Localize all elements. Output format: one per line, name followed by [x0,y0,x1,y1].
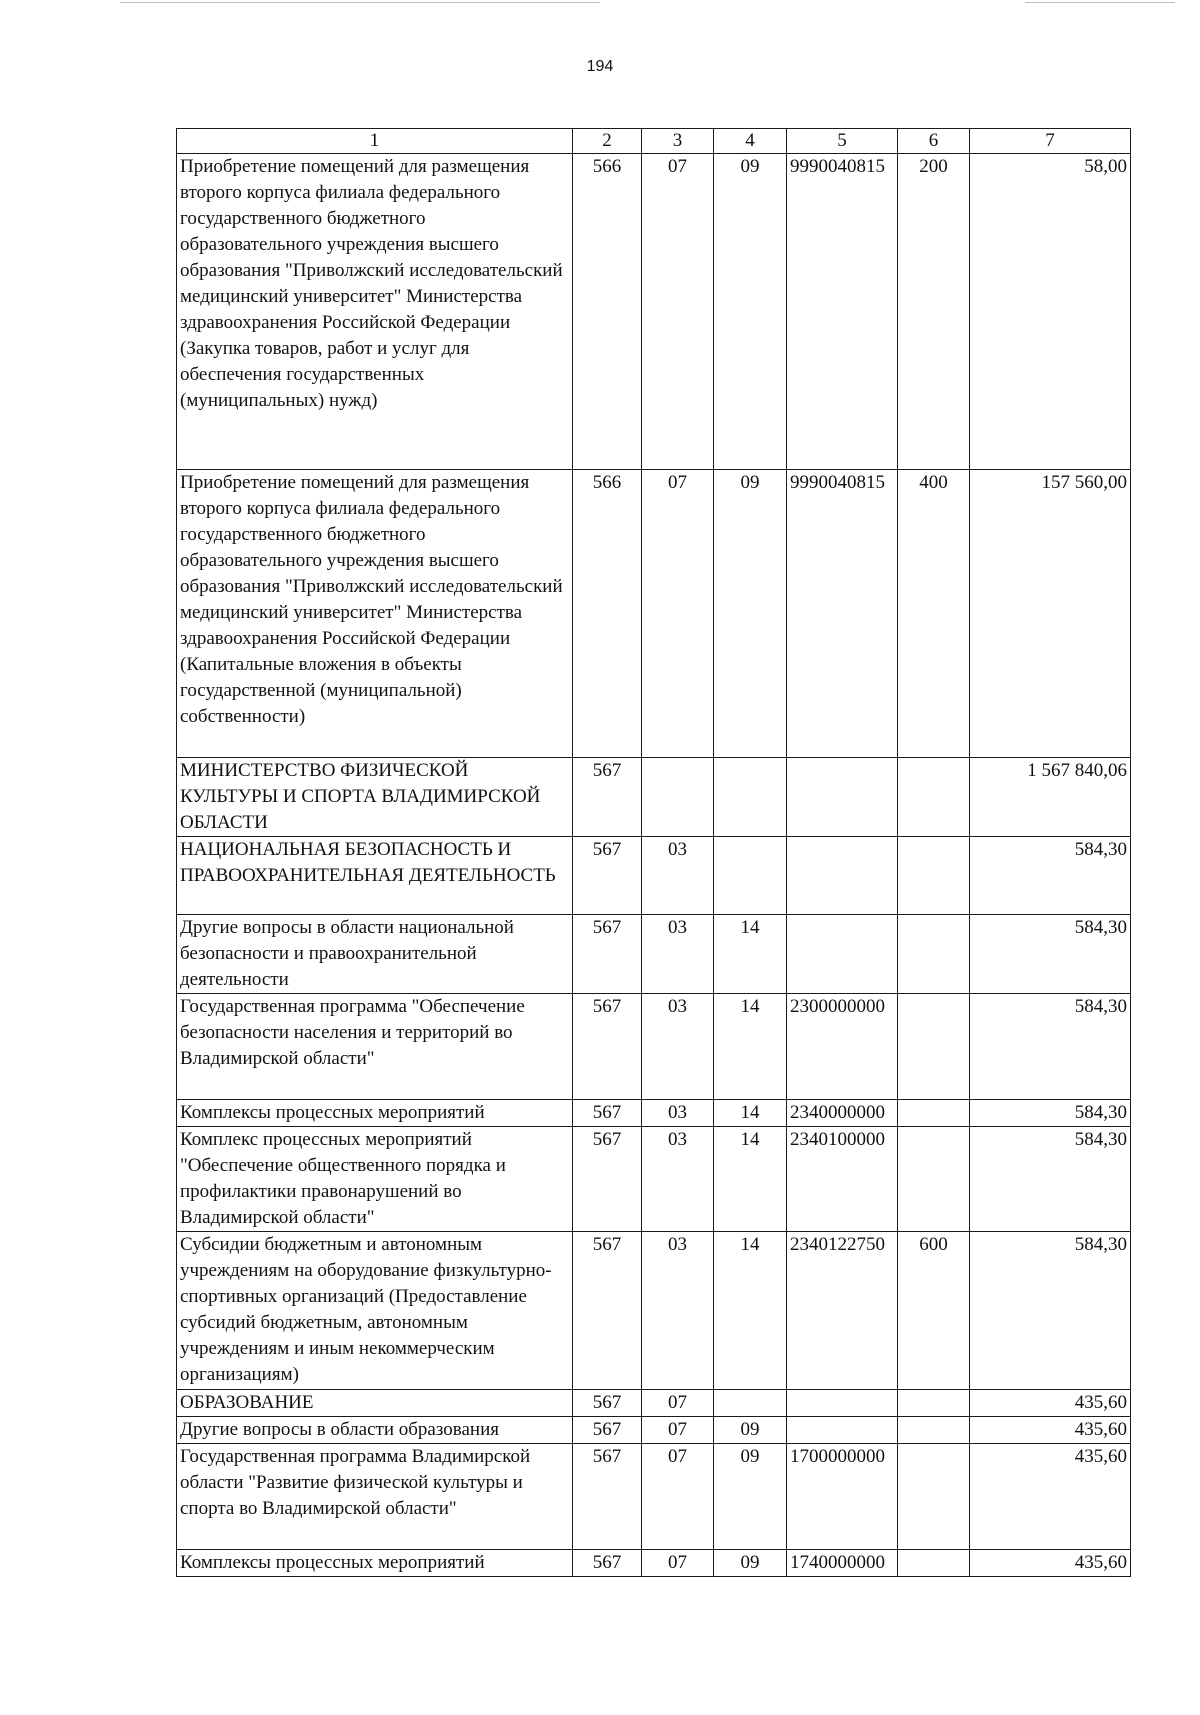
row-target: 1740000000 [787,1550,898,1577]
row-name: МИНИСТЕРСТВО ФИЗИЧЕСКОЙ КУЛЬТУРЫ И СПОРТА ВЛАДИМИРСКОЙ ОБЛАСТИ [177,758,573,837]
row-code: 566 [573,154,642,470]
row-amount: 435,60 [970,1390,1131,1417]
table-row [177,1390,1131,1417]
row-type [898,994,970,1100]
row-code: 567 [573,1232,642,1390]
row-code: 567 [573,1100,642,1127]
row-section: 07 [642,154,714,470]
row-code: 567 [573,1550,642,1577]
header-cell: 5 [787,129,898,154]
row-subsection: 14 [714,915,787,994]
row-type: 600 [898,1232,970,1390]
row-type [898,758,970,837]
row-subsection: 09 [714,1550,787,1577]
row-code: 567 [573,1444,642,1550]
row-name: Комплексы процессных мероприятий [177,1550,573,1577]
budget-table [176,128,1131,1577]
row-amount: 1 567 840,06 [970,758,1131,837]
row-target: 9990040815 [787,154,898,470]
header-row [177,129,1131,154]
row-type [898,1550,970,1577]
table-row [177,470,1131,758]
row-section: 03 [642,1127,714,1232]
row-amount: 584,30 [970,1127,1131,1232]
row-amount: 584,30 [970,1100,1131,1127]
row-name: ОБРАЗОВАНИЕ [177,1390,573,1417]
row-section: 07 [642,1417,714,1444]
header-cell: 6 [898,129,970,154]
row-amount: 58,00 [970,154,1131,470]
row-target: 2300000000 [787,994,898,1100]
row-target: 2340000000 [787,1100,898,1127]
row-code: 567 [573,1417,642,1444]
row-section: 03 [642,915,714,994]
row-type [898,837,970,915]
row-target [787,837,898,915]
row-section: 03 [642,994,714,1100]
row-subsection: 14 [714,1127,787,1232]
table-row [177,994,1131,1100]
row-name: Приобретение помещений для размещения второго корпуса филиала федерального государственного бюджетного образовательного учреждения высшего образования "Приволжский исследовательский медицинский университет" Министерства здравоохранения Российской Федерации (Закупка товаров, работ и услуг для обеспечения государственных (муниципальных) нужд) [177,154,573,470]
header-cell: 7 [970,129,1131,154]
page-number: 194 [586,58,614,75]
row-target [787,1390,898,1417]
table-row [177,1417,1131,1444]
row-code: 566 [573,470,642,758]
row-code: 567 [573,837,642,915]
row-amount: 435,60 [970,1417,1131,1444]
row-type: 400 [898,470,970,758]
row-subsection: 09 [714,1444,787,1550]
row-type [898,915,970,994]
row-subsection: 14 [714,1232,787,1390]
row-target [787,1417,898,1444]
row-subsection: 14 [714,1100,787,1127]
table-row [177,1232,1131,1390]
row-section: 03 [642,1100,714,1127]
row-code: 567 [573,758,642,837]
row-type [898,1127,970,1232]
row-amount: 584,30 [970,1232,1131,1390]
row-subsection [714,758,787,837]
row-name: Комплекс процессных мероприятий "Обеспечение общественного порядка и профилактики правонарушений во Владимирской области" [177,1127,573,1232]
row-name: НАЦИОНАЛЬНАЯ БЕЗОПАСНОСТЬ И ПРАВООХРАНИТЕЛЬНАЯ ДЕЯТЕЛЬНОСТЬ [177,837,573,915]
row-target [787,915,898,994]
row-section: 07 [642,470,714,758]
row-amount: 584,30 [970,915,1131,994]
row-target: 2340100000 [787,1127,898,1232]
row-subsection: 09 [714,1417,787,1444]
row-subsection [714,1390,787,1417]
table-row [177,837,1131,915]
table-row [177,1100,1131,1127]
row-section: 03 [642,1232,714,1390]
row-name: Другие вопросы в области национальной безопасности и правоохранительной деятельности [177,915,573,994]
row-name: Другие вопросы в области образования [177,1417,573,1444]
table-row [177,758,1131,837]
row-amount: 584,30 [970,994,1131,1100]
row-section: 07 [642,1444,714,1550]
row-subsection: 09 [714,154,787,470]
header-cell: 3 [642,129,714,154]
row-amount: 435,60 [970,1550,1131,1577]
row-name: Приобретение помещений для размещения второго корпуса филиала федерального государственного бюджетного образовательного учреждения высшего образования "Приволжский исследовательский медицинский университет" Министерства здравоохранения Российской Федерации (Капитальные вложения в объекты государственной (муниципальной) собственности) [177,470,573,758]
scan-mark-top-left [120,2,600,3]
table-row [177,1550,1131,1577]
row-target: 9990040815 [787,470,898,758]
row-code: 567 [573,1390,642,1417]
scan-mark-top-right [1025,2,1175,3]
row-name: Субсидии бюджетным и автономным учреждениям на оборудование физкультурно-спортивных организаций (Предоставление субсидий бюджетным, автономным учреждениям и иным некоммерческим организациям) [177,1232,573,1390]
row-subsection: 09 [714,470,787,758]
row-code: 567 [573,994,642,1100]
row-target: 2340122750 [787,1232,898,1390]
row-section [642,758,714,837]
row-type [898,1390,970,1417]
table-row [177,915,1131,994]
row-amount: 584,30 [970,837,1131,915]
row-code: 567 [573,1127,642,1232]
row-amount: 157 560,00 [970,470,1131,758]
row-section: 07 [642,1550,714,1577]
header-cell: 2 [573,129,642,154]
row-section: 03 [642,837,714,915]
row-name: Государственная программа "Обеспечение безопасности населения и территорий во Владимирской области" [177,994,573,1100]
row-amount: 435,60 [970,1444,1131,1550]
row-target: 1700000000 [787,1444,898,1550]
table-row [177,1444,1131,1550]
row-type [898,1417,970,1444]
table-row [177,1127,1131,1232]
header-cell: 4 [714,129,787,154]
row-type [898,1444,970,1550]
row-target [787,758,898,837]
row-type [898,1100,970,1127]
row-subsection: 14 [714,994,787,1100]
header-cell: 1 [177,129,573,154]
row-type: 200 [898,154,970,470]
row-name: Комплексы процессных мероприятий [177,1100,573,1127]
table-row [177,154,1131,470]
row-code: 567 [573,915,642,994]
row-subsection [714,837,787,915]
row-section: 07 [642,1390,714,1417]
row-name: Государственная программа Владимирской области "Развитие физической культуры и спорта во Владимирской области" [177,1444,573,1550]
